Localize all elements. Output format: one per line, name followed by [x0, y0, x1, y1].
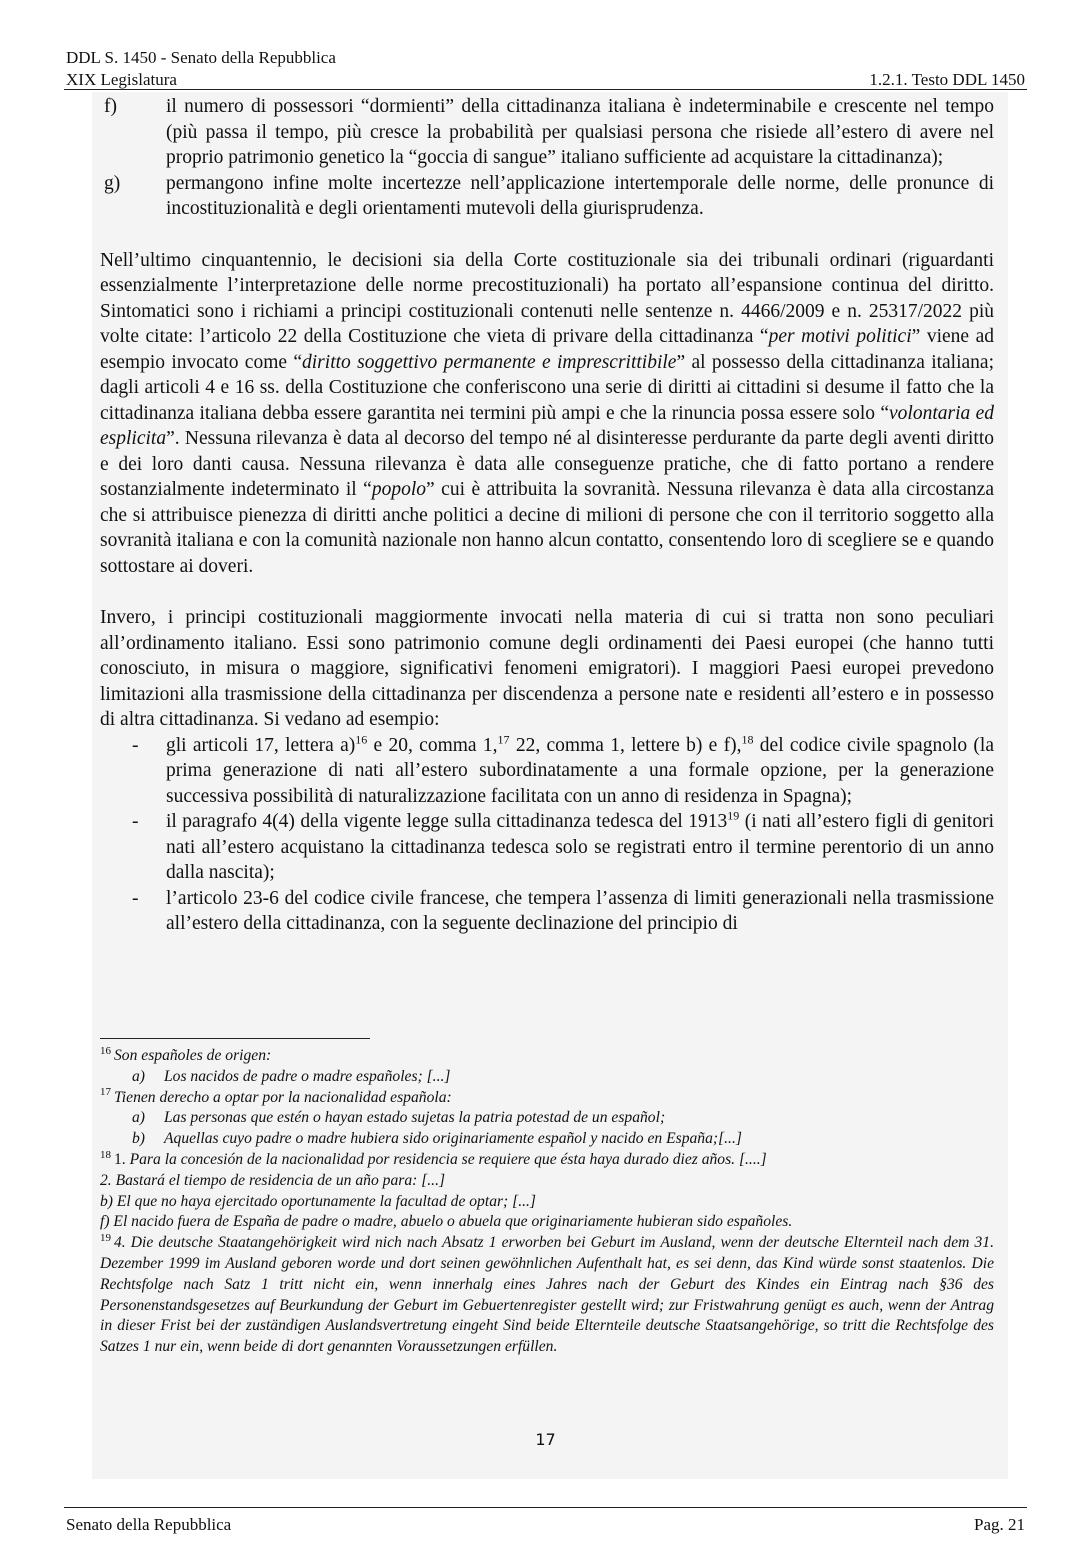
- list-item-text: permangono infine molte incertezze nell’applicazione intertemporale delle norme, delle pronunce di incostituzionalità e degli orientamenti mutevoli della giurisprudenza.: [166, 172, 994, 219]
- list-item: [100, 886, 994, 937]
- footer-page-number: Pag. 21: [974, 1515, 1025, 1534]
- footnote: $^{16}$ Son españoles de origen:: [100, 1044, 272, 1064]
- footnote: $^{18}$ 1. Para la concesión de la nacionalidad por residencia se requiere que ésta haya durado diez años. [....]: [100, 1148, 767, 1168]
- paragraph: Invero, i principi costituzionali maggiormente invocati nella materia di cui si tratta non sono peculiari all’ordinamento italiano. Essi sono patrimonio comune degli ordinamenti dei Paesi europei (che hanno tutti conosciuto, in misura o maggiore, significativi fenomeni emigratori). I maggiori Paesi europei prevedono limitazioni alla trasmissione della cittadinanza per discendenza a persone nate e residenti all’estero e in possesso di altra cittadinanza. Si vedano ad esempio:: [100, 607, 994, 730]
- list-item: [100, 733, 994, 810]
- list-item-text: il numero di possessori “dormienti” della cittadinanza italiana è indeterminabile e crescente nel tempo (più passa il tempo, più cresce la probabilità per qualsiasi persona che risiede all’estero di avere nel proprio patrimonio genetico la “goccia di sangue” italiano sufficiente ad acquistare la cittadinanza);: [166, 96, 994, 168]
- header-title: DDL S. 1450 - Senato della Repubblica: [66, 48, 336, 67]
- header-divider: [64, 89, 1027, 90]
- footnote-ref[interactable]: 17: [497, 732, 510, 746]
- footnote-line: f) El nacido fuera de España de padre o madre, abuelo o abuela que originariamente hubieran sido españoles.: [100, 1213, 793, 1231]
- list-item: [100, 809, 994, 886]
- list-marker: -: [132, 734, 139, 756]
- document-body: [100, 94, 994, 937]
- list-item-text: gli articoli 17, lettera a)$^{16}$ e 20, comma 1,17 22, comma 1, lettere b) e f),$^{18}$ del codice civile spagnolo (la prima generazione di nati all’estero subordinatamente a una formale opzione, per la generazione successiva possibilità di naturalizzazione facilitata con un anno di residenza in Spagna);: [166, 732, 995, 807]
- list-marker: -: [132, 887, 139, 909]
- list-marker: -: [132, 811, 139, 832]
- header-section: 1.2.1. Testo DDL 1450: [869, 70, 1025, 89]
- footnote-line: b) El que no haya ejercitado oportunamente la facultad de optar; [...]: [100, 1192, 536, 1210]
- list-marker: f): [104, 96, 117, 117]
- footnote-ref[interactable]: 16: [355, 732, 368, 746]
- footer-divider: [64, 1507, 1027, 1508]
- footnote: $^{17}$ Tienen derecho a optar por la nacionalidad española:: [100, 1086, 452, 1106]
- footnote-line: 2. Bastará el tiempo de residencia de un año para: [...]: [100, 1171, 446, 1189]
- list-marker: g): [104, 172, 121, 194]
- footnote-subitem: a) Las personas que estén o hayan estado sujetas la patria potestad de un español;: [132, 1109, 666, 1127]
- footnote-divider: [100, 1038, 370, 1039]
- footnote: $^{19}$ 4. Die deutsche Staatangehörigkeit wird nich nach Absatz 1 erworben bei Geburt im Ausland, wenn der deutsche Elternteil nach dem 31. Dezember 1999 im Ausland geboren worde und dort seinen gewöhnlichen Aufenthalt hat, es sei denn, das Kind würde sonst staatenlos. Die Rechtsfolge nach Satz 1 tritt nicht ein, wenn innerhalg eines Jahres nach der Geburt des Kindes ein Eintrag nach §36 des Personenstandsgesetzes auf Beurkundung der Geburt im Gebuertenregister gestellt wird; zur Fristwahrung genügt es auch, wenn der Antrag in dieser Frist bei der zuständigen Auslandsvertretung eingeht Sind beide Elternteile deutsche Staatsangehörige, so tritt die Rechtsfolge des Satzes 1 nur ein, wenn beide di dort genannten Voraussetzungen erfüllen.: [100, 1231, 994, 1356]
- list-item: [100, 94, 994, 171]
- list-item: [100, 171, 994, 222]
- list-item-text: l’articolo 23-6 del codice civile francese, che tempera l’assenza di limiti generazionali nella trasmissione all’estero della cittadinanza, con la seguente declinazione del principio di: [166, 887, 994, 934]
- footnote-subitem: a) Los nacidos de padre o madre españoles; [...]: [132, 1067, 451, 1085]
- inner-page-number: 17: [535, 1430, 556, 1449]
- footnote-subitem: b) Aquellas cuyo padre o madre hubiera sido originariamente español y nacido en España;[...]: [132, 1130, 742, 1148]
- paragraph: Nell’ultimo cinquantennio, le decisioni sia della Corte costituzionale sia dei tribunali ordinari (riguardanti essenzialmente l’interpretazione delle norme precostituzionali) ha portato all’espansione continua del diritto. Sintomatici sono i richiami a principi costituzionali contenuti nelle sentenze n. 4466/2009 e n. 25317/2022 più volte citate: l’articolo 22 della Costituzione che vieta di privare della cittadinanza “per motivi politici” viene ad esempio invocato come “diritto soggettivo permanente e imprescrittibile” al possesso della cittadinanza italiana; dagli articoli 4 e 16 ss. della Costituzione che conferiscono una serie di diritti ai cittadini si desume il fatto che la cittadinanza italiana debba essere garantita nei termini più ampi e che la rinuncia possa essere solo “volontaria ed esplicita”. Nessuna rilevanza è data al decorso del tempo né al disinteresse perdurante da parte degli aventi diritto e dei loro danti causa. Nessuna rilevanza è data alle conseguenze pratiche, che di fatto portano a rendere sostanzialmente indeterminato il “popolo” cui è attribuita la sovranità. Nessuna rilevanza è data alla circostanza che si attribuisce pienezza di diritti anche politici a decine di milioni di persone che con il territorio soggetto alla sovranità italiana e con la comunità nazionale non hanno alcun contatto, consentendo loro di scegliere se e quando sottostare ai doveri.: [100, 249, 994, 577]
- header-legislature: XIX Legislatura: [66, 70, 177, 89]
- list-item-text: il paragrafo 4(4) della vigente legge sulla cittadinanza tedesca del 1913$^{19}$ (i nati all’estero figli di genitori nati all’estero acquistano la cittadinanza tedesca solo se registrati entro il termine perentorio di un anno dalla nascita);: [166, 808, 995, 883]
- footer-source: Senato della Repubblica: [66, 1515, 232, 1534]
- footnotes: [100, 1046, 994, 1358]
- footnote-ref[interactable]: 19: [727, 808, 740, 823]
- footnote-ref[interactable]: 18: [741, 732, 754, 746]
